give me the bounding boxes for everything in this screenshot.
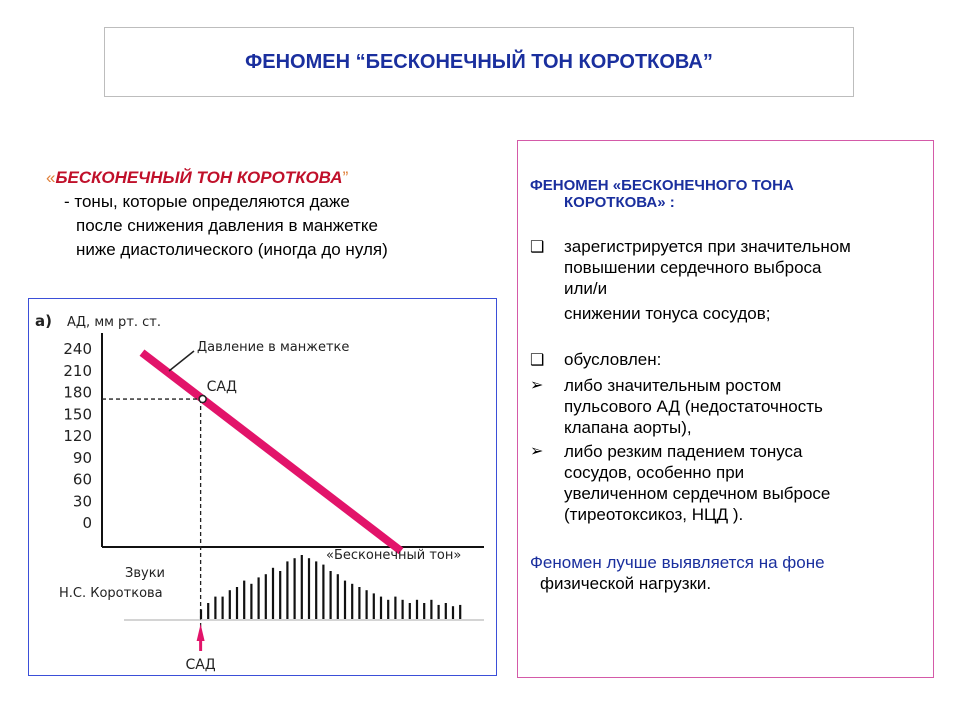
y-tick-label: 60 [72,470,92,489]
cuff-pressure-line [142,353,401,551]
definition-line: ниже диастолического (иногда до нуля) [76,240,388,259]
arrow2-text: увеличенном сердечном выбросе [564,484,831,503]
panel-heading: ФЕНОМЕН «БЕСКОНЕЧНОГО ТОНА [530,177,794,194]
arrow-bullet-icon: ➢ [530,377,544,394]
y-axis-label: АД, мм рт. ст. [67,315,162,330]
sad-label: САД [206,379,237,396]
sad-point [199,396,206,403]
definition-block [46,166,486,262]
infinite-tone-label: «Бесконечный тон» [326,548,462,563]
y-tick-label: 90 [72,448,92,467]
y-tick-label: 0 [82,514,92,532]
y-tick-label: 150 [63,405,92,424]
definition-term: БЕСКОНЕЧНЫЙ ТОН КОРОТКОВА [55,168,343,187]
sad-bottom-label: САД [185,657,216,673]
bullet1-text: зарегистрируется при значительном [564,237,851,256]
definition-line: - тоны, которые определяются даже [64,192,350,211]
arrow-bullet-icon: ➢ [530,443,544,460]
arrow2-text: сосудов, особенно при [564,463,745,482]
definition-heading [46,166,486,190]
bullet1-text: или/и [564,279,608,298]
bullet2-text: обусловлен: [564,350,662,369]
sounds-label-author: Н.С. Короткова [59,586,163,601]
info-panel [517,140,934,678]
y-tick-label: 210 [63,361,92,380]
chart-frame [28,298,497,676]
close-quote: ” [342,168,349,187]
y-tick-label: 240 [63,340,92,358]
note-text: Феномен лучше выявляется на фоне [530,553,825,572]
sounds-label: Звуки [125,566,165,581]
page-title: ФЕНОМЕН “БЕСКОНЕЧНЫЙ ТОН КОРОТКОВА” [245,50,713,73]
bullet1-text: снижении тонуса сосудов; [564,304,771,323]
arrow1-text: либо значительным ростом [564,376,782,395]
y-tick-label: 30 [72,492,92,511]
checkbox-bullet-icon: ❑ [530,352,545,369]
checkbox-bullet-icon: ❑ [530,239,545,256]
series-label: Давление в манжетке [197,340,350,355]
definition-line: после снижения давления в манжетке [76,216,378,235]
open-quote: « [46,168,56,187]
arrow1-text: пульсового АД (недостаточность [564,397,823,416]
arrow1-text: клапана аорты), [564,418,692,437]
title-box [104,27,854,97]
bullet1-text: повышении сердечного выброса [564,258,822,277]
sad-arrow-head [197,624,205,641]
panel-label: а) [35,312,52,330]
arrow2-text: либо резким падением тонуса [564,442,803,461]
note-text: физической нагрузки. [540,574,712,593]
y-tick-label: 120 [63,427,92,445]
y-tick-label: 180 [63,383,92,402]
panel-heading-cont: КОРОТКОВА» : [564,194,675,211]
series-label-leader [169,351,194,371]
arrow2-text: (тиреотоксикоз, НЦД ). [564,505,744,524]
pressure-chart [29,299,497,676]
